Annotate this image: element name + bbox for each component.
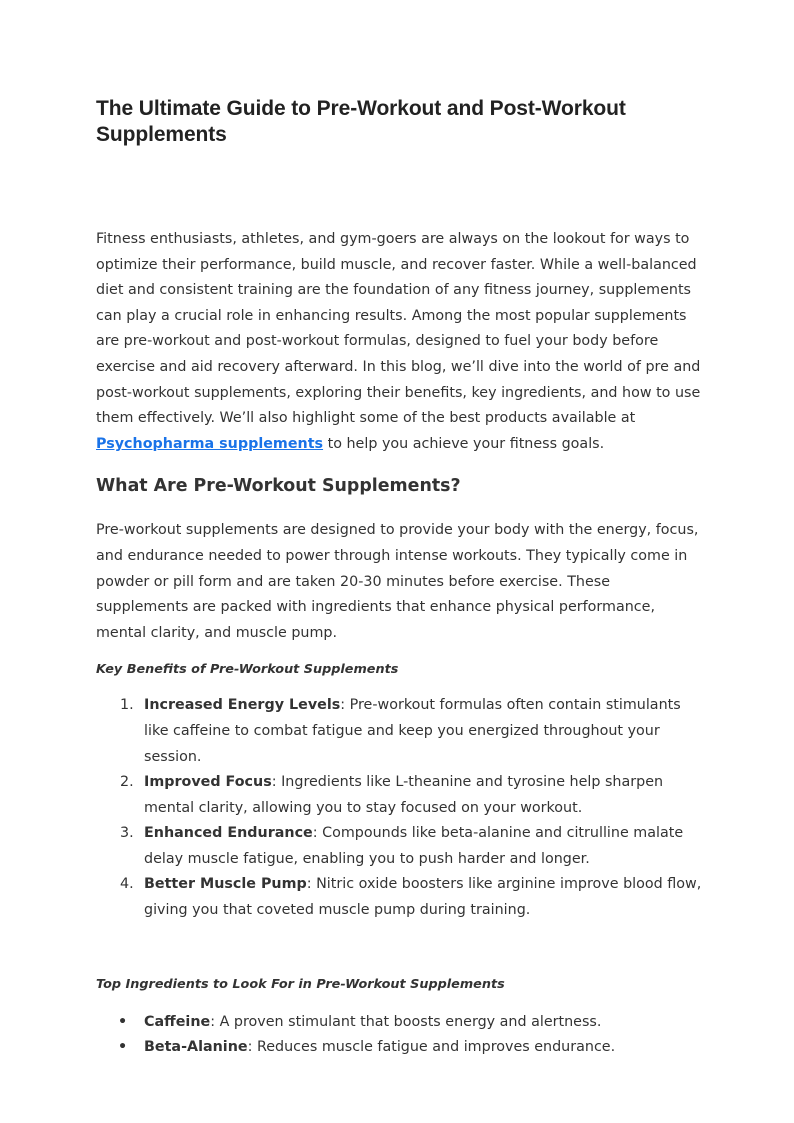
list-term: Beta-Alanine xyxy=(144,1039,248,1056)
list-desc: : Compounds like beta-alanine and citrulline malate delay muscle fatigue, enabling you to push harder and longer. xyxy=(144,825,684,867)
bullet-icon: • xyxy=(118,1013,128,1030)
document-page xyxy=(96,96,702,1061)
list-desc: : Nitric oxide boosters like arginine improve blood flow, giving you that coveted muscle pump during training. xyxy=(144,876,702,919)
list-term: Caffeine xyxy=(144,1013,211,1030)
list-term: Increased Energy Levels xyxy=(144,697,341,714)
benefits-list xyxy=(96,693,702,923)
intro-paragraph xyxy=(96,227,702,457)
list-item xyxy=(96,1010,702,1036)
list-number: 4. xyxy=(120,876,134,893)
list-desc: : Ingredients like L-theanine and tyrosine help sharpen mental clarity, allowing you to stay focused on your workout. xyxy=(144,774,664,816)
bullet-icon: • xyxy=(118,1039,128,1056)
list-term: Better Muscle Pump xyxy=(144,876,307,893)
list-term: Improved Focus xyxy=(144,774,272,791)
intro-text: Fitness enthusiasts, athletes, and gym-goers are always on the lookout for ways to optimize their performance, build muscle, and recover faster. While a well-balanced diet and consistent training are the foundation of any fitness journey, supplements can play a crucial role in enhancing results. Among the most popular supplements are pre-workout and post-workout formulas, designed to fuel your body before exercise and aid recovery afterward. In this blog, we’ll dive into the world of pre and post-workout supplements, exploring their benefits, key ingredients, and how to use them effectively. We’ll also highlight some of the best products available at xyxy=(96,231,701,427)
benefits-heading: Key Benefits of Pre-Workout Supplements xyxy=(96,662,399,678)
list-item xyxy=(96,872,702,923)
list-item xyxy=(96,821,702,872)
list-desc: : Reduces muscle fatigue and improves endurance. xyxy=(247,1039,616,1056)
ingredients-list xyxy=(96,1010,702,1061)
list-desc: : Pre-workout formulas often contain stimulants like caffeine to combat fatigue and keep you energized throughout your session. xyxy=(144,697,681,765)
list-item xyxy=(96,693,702,770)
list-number: 1. xyxy=(120,697,134,714)
ingredients-heading: Top Ingredients to Look For in Pre-Workout Supplements xyxy=(96,976,505,992)
list-item xyxy=(96,1035,702,1061)
list-term: Enhanced Endurance xyxy=(144,825,313,842)
list-item xyxy=(96,770,702,821)
section-heading-pre-workout: What Are Pre-Workout Supplements? xyxy=(96,476,461,497)
list-number: 3. xyxy=(120,825,134,842)
list-number: 2. xyxy=(120,774,134,791)
list-desc: : A proven stimulant that boosts energy and alertness. xyxy=(210,1013,602,1030)
pre-workout-paragraph: Pre-workout supplements are designed to provide your body with the energy, focus, and endurance needed to power through intense workouts. They typically come in powder or pill form and are taken 20-30 minutes before exercise. These supplements are packed with ingredients that enhance physical performance, mental clarity, and muscle pump. xyxy=(96,522,699,641)
psychopharma-link[interactable]: Psychopharma supplements xyxy=(96,435,324,452)
page-title: The Ultimate Guide to Pre-Workout and Post-Workout Supplements xyxy=(96,97,626,146)
intro-text-end: to help you achieve your fitness goals. xyxy=(323,435,605,452)
